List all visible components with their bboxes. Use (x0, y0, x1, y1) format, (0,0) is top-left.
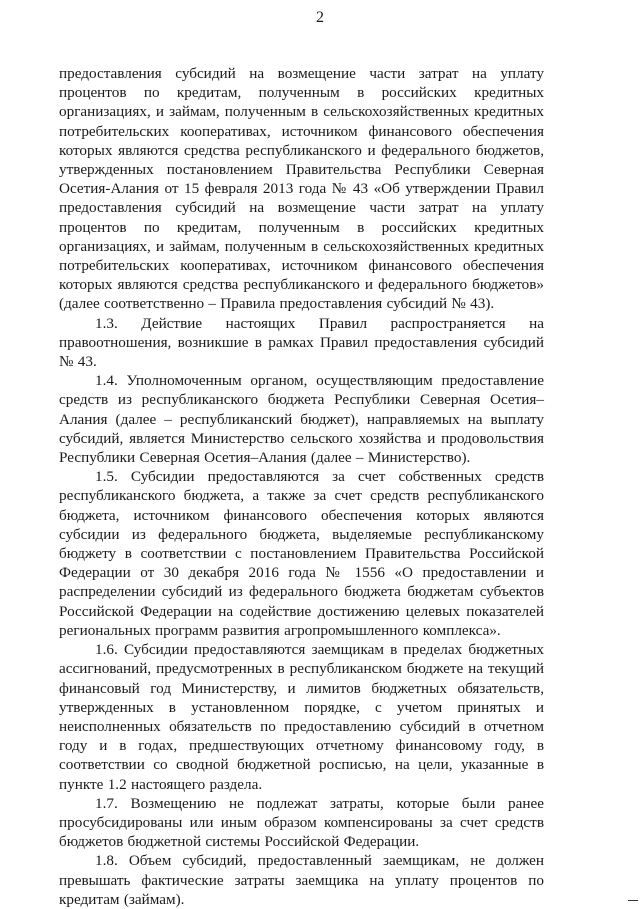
paragraph-1-5: 1.5. Субсидии предоставляются за счет собственных средств республиканского бюджета, а также за счет средств республиканского бюджета, источником финансового обеспечения которых являются субсидии из федерального бюджета, выделяемые республиканскому бюджету в соответствии с постановлением Правительства Российской Федерации от 30 декабря 2016 года № 1556 «О предоставлении и распределении субсидий из федерального бюджета бюджетам субъектов Российской Федерации на содействие достижению целевых показателей региональных программ развития агропромышленного комплекса». (59, 468, 544, 639)
scan-edge-mark (628, 900, 638, 901)
paragraph-1-6: 1.6. Субсидии предоставляются заемщикам в пределах бюджетных ассигнований, предусмотренных в республиканском бюджете на текущий финансовый год Министерству, и лимитов бюджетных обязательств, утвержденных в установленном порядке, с учетом принятых и неисполненных обязательств по предоставлению субсидий в отчетном году и в годах, предшествующих отчетному финансовому году, в соответствии со сводной бюджетной росписью, на цели, указанные в пункте 1.2 настоящего раздела. (59, 641, 544, 793)
paragraph-1-4: 1.4. Уполномоченным органом, осуществляющим предоставление средств из республиканского бюджета Республики Северная Осетия–Алания (далее – республиканский бюджет), направляемых на выплату субсидий, является Министерство сельского хозяйства и продовольствия Республики Северная Осетия–Алания (далее – Министерство). (59, 372, 544, 467)
paragraph-1-7: 1.7. Возмещению не подлежат затраты, которые были ранее просубсидированы или иным образом компенсированы за счет средств бюджетов бюджетной системы Российской Федерации. (59, 794, 544, 851)
document-body (59, 64, 544, 909)
paragraph-1-8: 1.8. Объем субсидий, предоставленный заемщикам, не должен превышать фактические затраты заемщика на уплату процентов по кредитам (займам). (59, 852, 544, 908)
page-number: 2 (316, 9, 324, 26)
paragraph-continuation: предоставления субсидий на возмещение части затрат на уплату процентов по кредитам, полученным в российских кредитных организациях, и займам, полученным в сельскохозяйственных кредитных потребительских кооперативах, источником финансового обеспечения которых являются средства республиканского и федерального бюджетов, утвержденных постановлением Правительства Республики Северная Осетия-Алания от 15 февраля 2013 года № 43 «Об утверждении Правил предоставления субсидий на возмещение части затрат на уплату процентов по кредитам, полученным в российских кредитных организациях, и займам, полученным в сельскохозяйственных кредитных потребительских кооперативах, источником финансового обеспечения которых являются средства республиканского и федерального бюджетов» (далее соответственно – Правила предоставления субсидий № 43). (59, 65, 544, 313)
paragraph-1-3: 1.3. Действие настоящих Правил распространяется на правоотношения, возникшие в рамках Правил предоставления субсидий № 43. (59, 314, 544, 371)
